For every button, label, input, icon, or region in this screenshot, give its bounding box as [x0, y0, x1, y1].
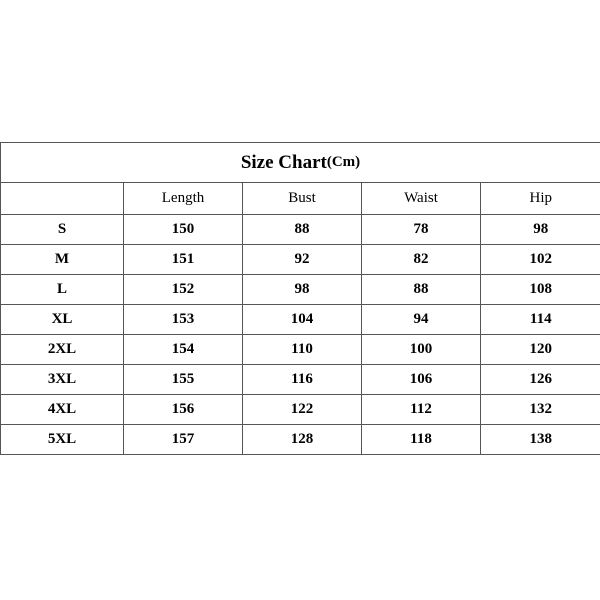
- table-row: [1, 245, 600, 275]
- cell-length: 154: [124, 335, 243, 365]
- cell-hip: 126: [481, 365, 600, 395]
- header-cell-hip: Hip: [481, 183, 600, 215]
- title-text: Size Chart: [240, 151, 327, 173]
- cell-size: XL: [1, 305, 124, 335]
- cell-hip: 138: [481, 425, 600, 455]
- cell-bust: 98: [243, 275, 362, 305]
- cell-length: 151: [124, 245, 243, 275]
- header-cell-waist: Waist: [362, 183, 481, 215]
- size-chart: [0, 142, 600, 458]
- cell-bust: 104: [243, 305, 362, 335]
- header-cell-length: Length: [124, 183, 243, 215]
- cell-size: L: [1, 275, 124, 305]
- table-row: [1, 365, 600, 395]
- cell-hip: 132: [481, 395, 600, 425]
- cell-size: 5XL: [1, 425, 124, 455]
- cell-bust: 128: [243, 425, 362, 455]
- cell-length: 156: [124, 395, 243, 425]
- cell-size: M: [1, 245, 124, 275]
- cell-size: 3XL: [1, 365, 124, 395]
- cell-length: 155: [124, 365, 243, 395]
- cell-hip: 108: [481, 275, 600, 305]
- cell-waist: 112: [362, 395, 481, 425]
- cell-bust: 88: [243, 215, 362, 245]
- cell-waist: 94: [362, 305, 481, 335]
- cell-size: 2XL: [1, 335, 124, 365]
- title-unit: (Cm): [326, 154, 361, 170]
- size-table-body: [1, 183, 600, 455]
- cell-waist: 88: [362, 275, 481, 305]
- cell-waist: 78: [362, 215, 481, 245]
- cell-length: 150: [124, 215, 243, 245]
- cell-size: S: [1, 215, 124, 245]
- cell-waist: 118: [362, 425, 481, 455]
- cell-hip: 120: [481, 335, 600, 365]
- size-chart-title: [0, 143, 600, 183]
- cell-hip: 114: [481, 305, 600, 335]
- table-row: [1, 305, 600, 335]
- cell-waist: 82: [362, 245, 481, 275]
- cell-hip: 98: [481, 215, 600, 245]
- header-cell-bust: Bust: [243, 183, 362, 215]
- cell-length: 152: [124, 275, 243, 305]
- header-row: [1, 183, 600, 215]
- cell-waist: 106: [362, 365, 481, 395]
- size-table: [0, 183, 600, 455]
- cell-hip: 102: [481, 245, 600, 275]
- table-row: [1, 395, 600, 425]
- header-cell-size: [1, 183, 124, 215]
- cell-bust: 122: [243, 395, 362, 425]
- cell-length: 157: [124, 425, 243, 455]
- cell-length: 153: [124, 305, 243, 335]
- cell-bust: 92: [243, 245, 362, 275]
- cell-size: 4XL: [1, 395, 124, 425]
- cell-bust: 110: [243, 335, 362, 365]
- table-row: [1, 425, 600, 455]
- cell-waist: 100: [362, 335, 481, 365]
- table-row: [1, 275, 600, 305]
- table-row: [1, 335, 600, 365]
- cell-bust: 116: [243, 365, 362, 395]
- table-row: [1, 215, 600, 245]
